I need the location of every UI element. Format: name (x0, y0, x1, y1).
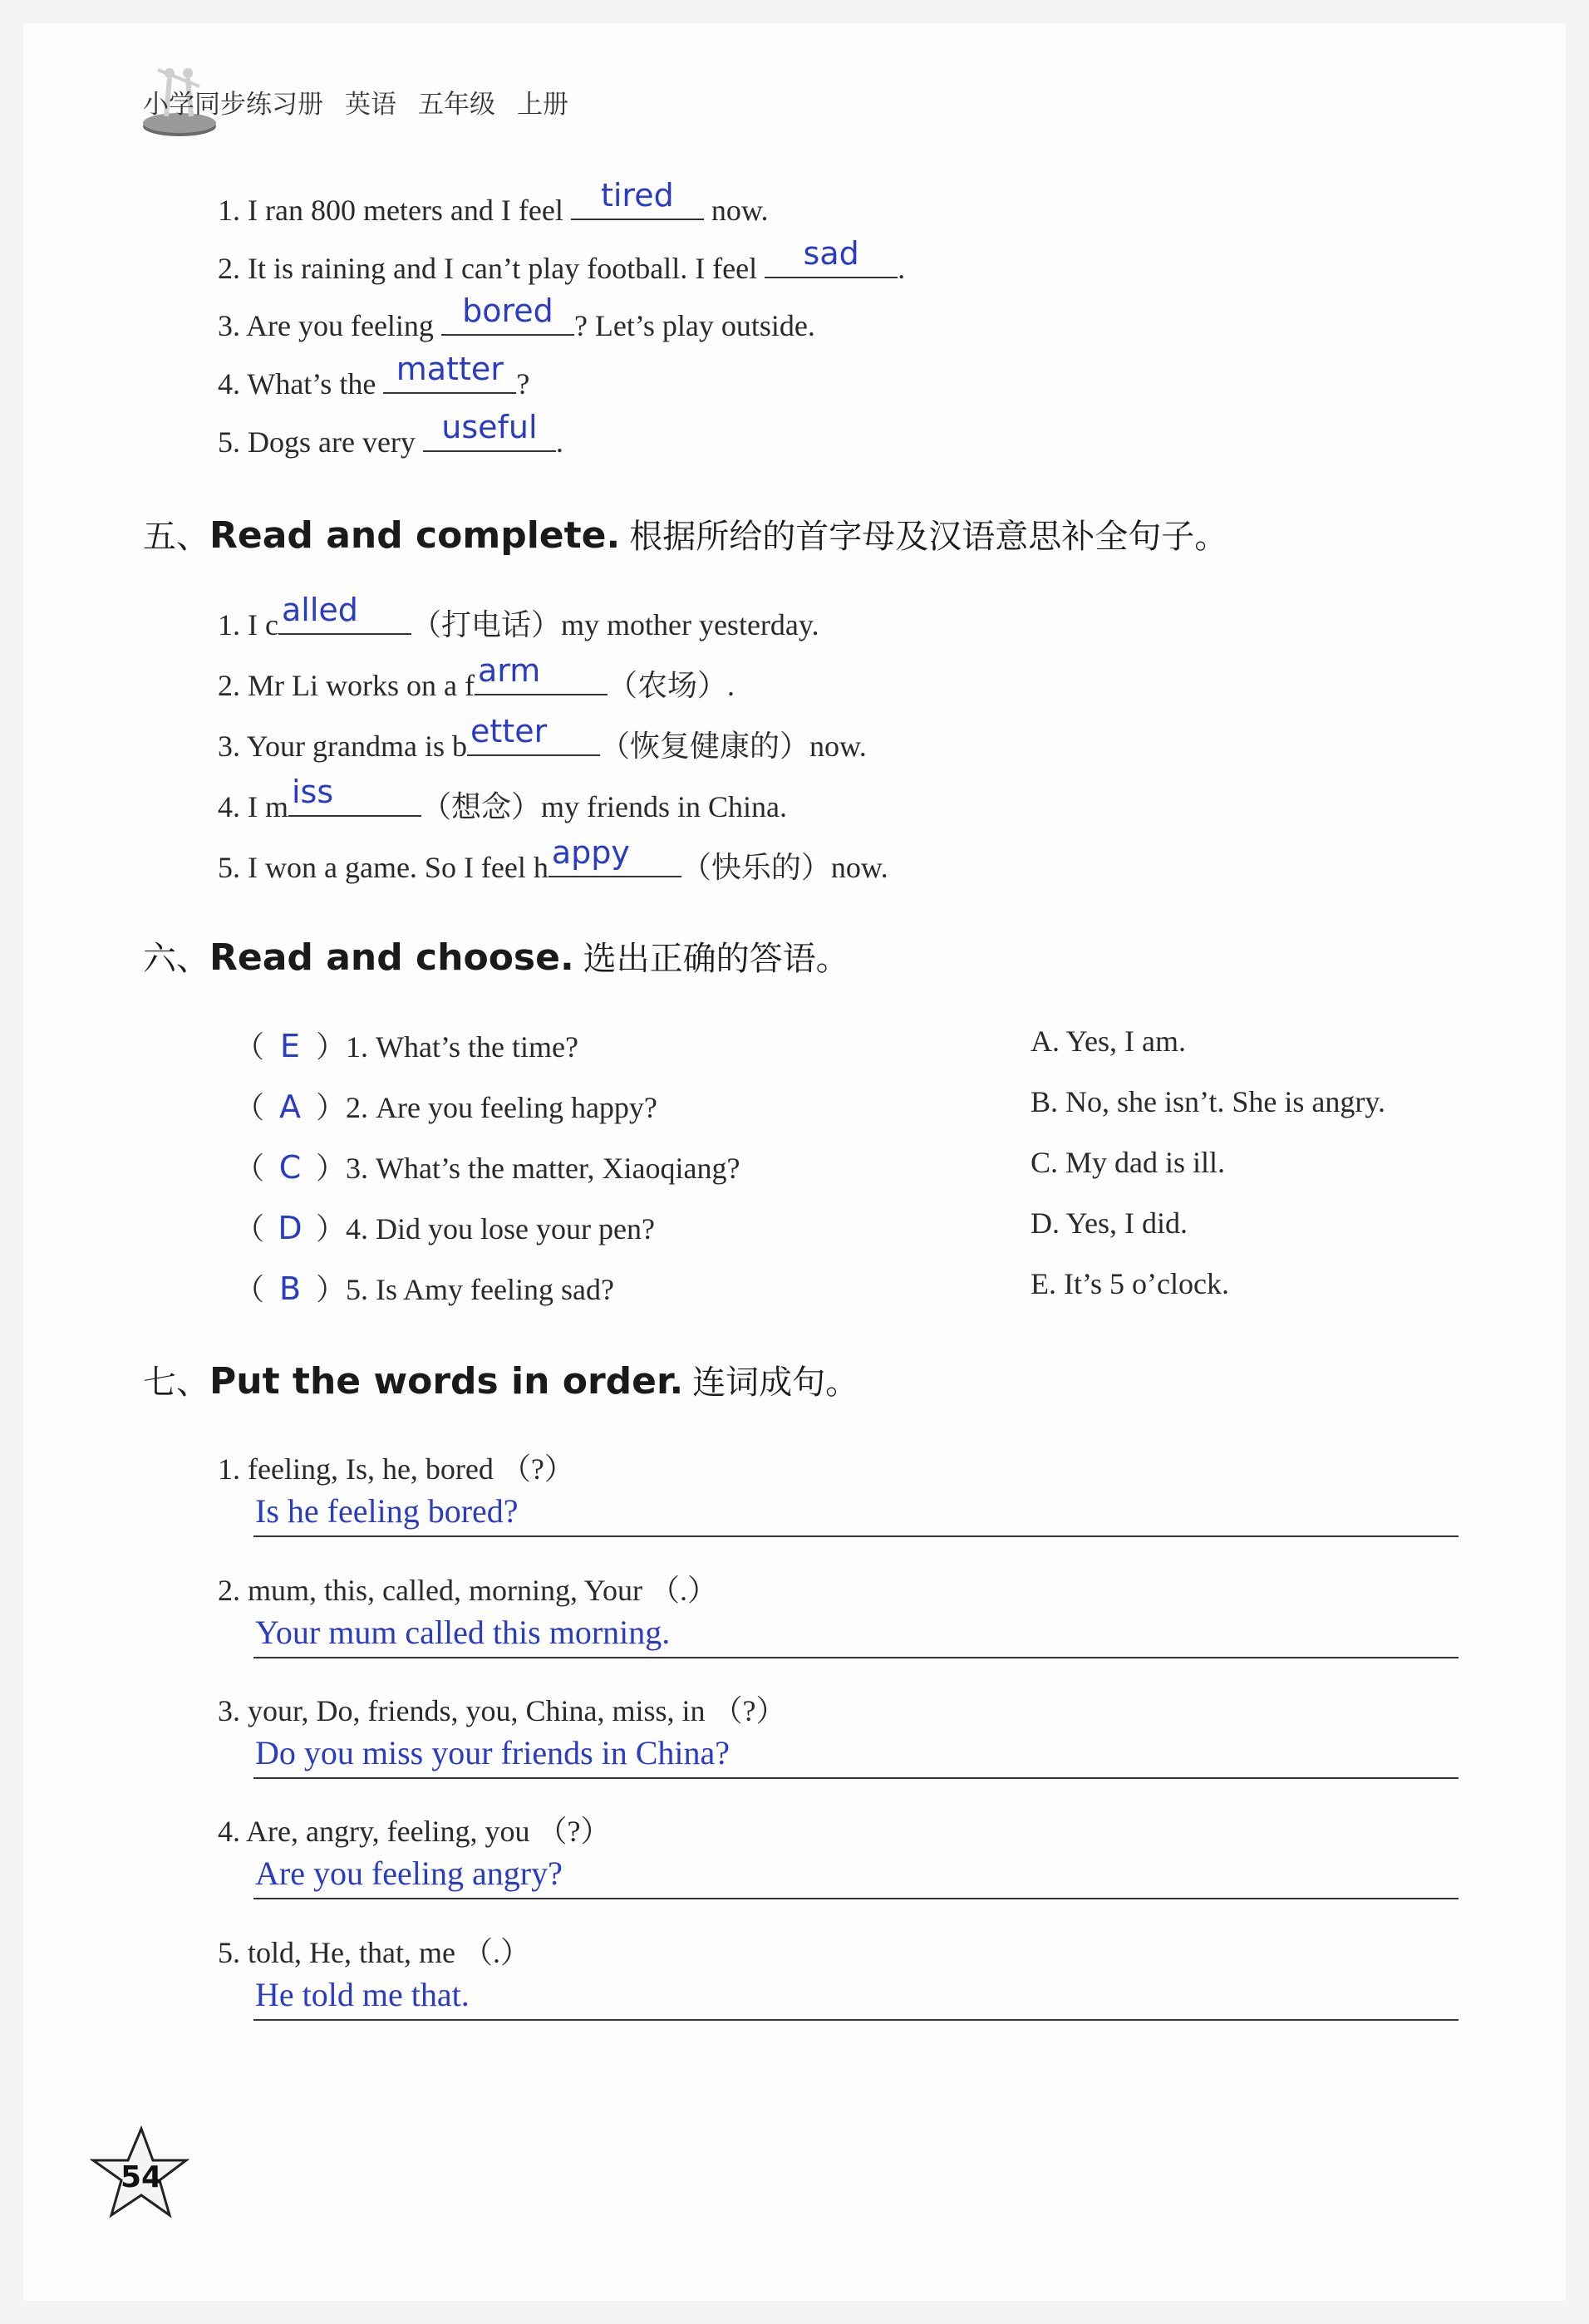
s5-item-1: 1. I c alled （打电话）my mother yesterday. (218, 592, 819, 641)
star-page-number-icon (90, 2124, 189, 2223)
s6-item-5: （ B ）5. Is Amy feeling sad? (234, 1270, 614, 1307)
s7-answer-line-4 (253, 1851, 1459, 1899)
s4-item-1: 1. I ran 800 meters and I feel tired now. (218, 177, 769, 227)
s6-item-2: （ A ）2. Are you feeling happy? (234, 1088, 657, 1125)
subject: 英语 (345, 90, 396, 120)
s5-answer-5: appy (551, 834, 630, 871)
s6-option-b: B. No, she isn’t. She is angry. (1031, 1085, 1385, 1118)
s6-item-3: （ C ）3. What’s the matter, Xiaoqiang? (234, 1149, 740, 1186)
s7-prompt-2: 2. mum, this, called, morning, Your （.） (218, 1574, 717, 1607)
s6-option-a: A. Yes, I am. (1031, 1024, 1187, 1058)
s4-item-3: 3. Are you feeling bored ? Let’s play outside. (218, 292, 815, 342)
s4-answer-1: tired (600, 177, 674, 214)
s7-answer-1: Is he feeling bored? (255, 1492, 519, 1530)
page-number: 54 (120, 2160, 163, 2194)
s6-item-4: （ D ）4. Did you lose your pen? (234, 1210, 655, 1246)
s4-item-5: 5. Dogs are very useful . (218, 409, 563, 459)
s5-answer-4: iss (292, 774, 334, 810)
s4-answer-2: sad (803, 235, 859, 272)
s6-answer-2: A (279, 1088, 302, 1125)
s7-answer-4: Are you feeling angry? (255, 1855, 563, 1892)
s6-answer-5: B (278, 1270, 302, 1307)
s4-answer-4: matter (396, 351, 504, 387)
s5-answer-1: alled (281, 592, 358, 628)
grade: 五年级 (418, 90, 495, 120)
s7-prompt-1: 1. feeling, Is, he, bored （?） (218, 1452, 574, 1486)
s5-item-3: 3. Your grandma is b etter （恢复健康的）now. (218, 713, 867, 763)
s7-answer-5: He told me that. (255, 1976, 470, 2013)
s7-answer-line-1 (253, 1489, 1459, 1537)
page-header (143, 83, 568, 120)
s4-answer-3: bored (462, 292, 553, 329)
s7-answer-3: Do you miss your friends in China? (255, 1734, 731, 1771)
s6-option-e: E. It’s 5 o’clock. (1031, 1267, 1229, 1300)
section-6-title: 六、Read and choose. 选出正确的答语。 (143, 936, 849, 979)
s6-answer-4: D (278, 1210, 303, 1246)
s7-answer-2: Your mum called this morning. (255, 1614, 671, 1651)
s5-item-2: 2. Mr Li works on a f arm （农场）. (218, 652, 735, 702)
s4-answer-5: useful (441, 409, 538, 445)
s7-prompt-5: 5. told, He, that, me （.） (218, 1936, 530, 1969)
section-5-title: 五、Read and complete. 根据所给的首字母及汉语意思补全句子。 (143, 514, 1228, 557)
s4-item-2: 2. It is raining and I can’t play football. I feel sad . (218, 235, 906, 285)
s5-answer-2: arm (477, 652, 541, 689)
s5-item-5: 5. I won a game. So I feel h appy （快乐的）now. (218, 834, 888, 884)
s4-item-4: 4. What’s the matter ? (218, 351, 530, 400)
s6-option-d: D. Yes, I did. (1031, 1206, 1188, 1240)
s7-answer-line-5 (253, 1973, 1459, 2021)
s7-answer-line-2 (253, 1610, 1459, 1658)
volume: 上册 (517, 90, 568, 120)
s6-answer-1: E (280, 1028, 301, 1064)
s6-answer-3: C (278, 1149, 302, 1186)
section-7-title: 七、Put the words in order. 连词成句。 (143, 1360, 859, 1403)
s7-prompt-3: 3. your, Do, friends, you, China, miss, in （?） (218, 1694, 786, 1727)
s5-answer-3: etter (470, 713, 548, 749)
s5-item-4: 4. I m iss （想念）my friends in China. (218, 774, 787, 823)
s6-item-1: （ E ）1. What’s the time? (234, 1028, 578, 1064)
s6-option-c: C. My dad is ill. (1031, 1146, 1226, 1179)
book-title: 小学同步练习册 (143, 90, 323, 120)
s7-answer-line-3 (253, 1731, 1459, 1779)
s7-prompt-4: 4. Are, angry, feeling, you （?） (218, 1815, 611, 1848)
